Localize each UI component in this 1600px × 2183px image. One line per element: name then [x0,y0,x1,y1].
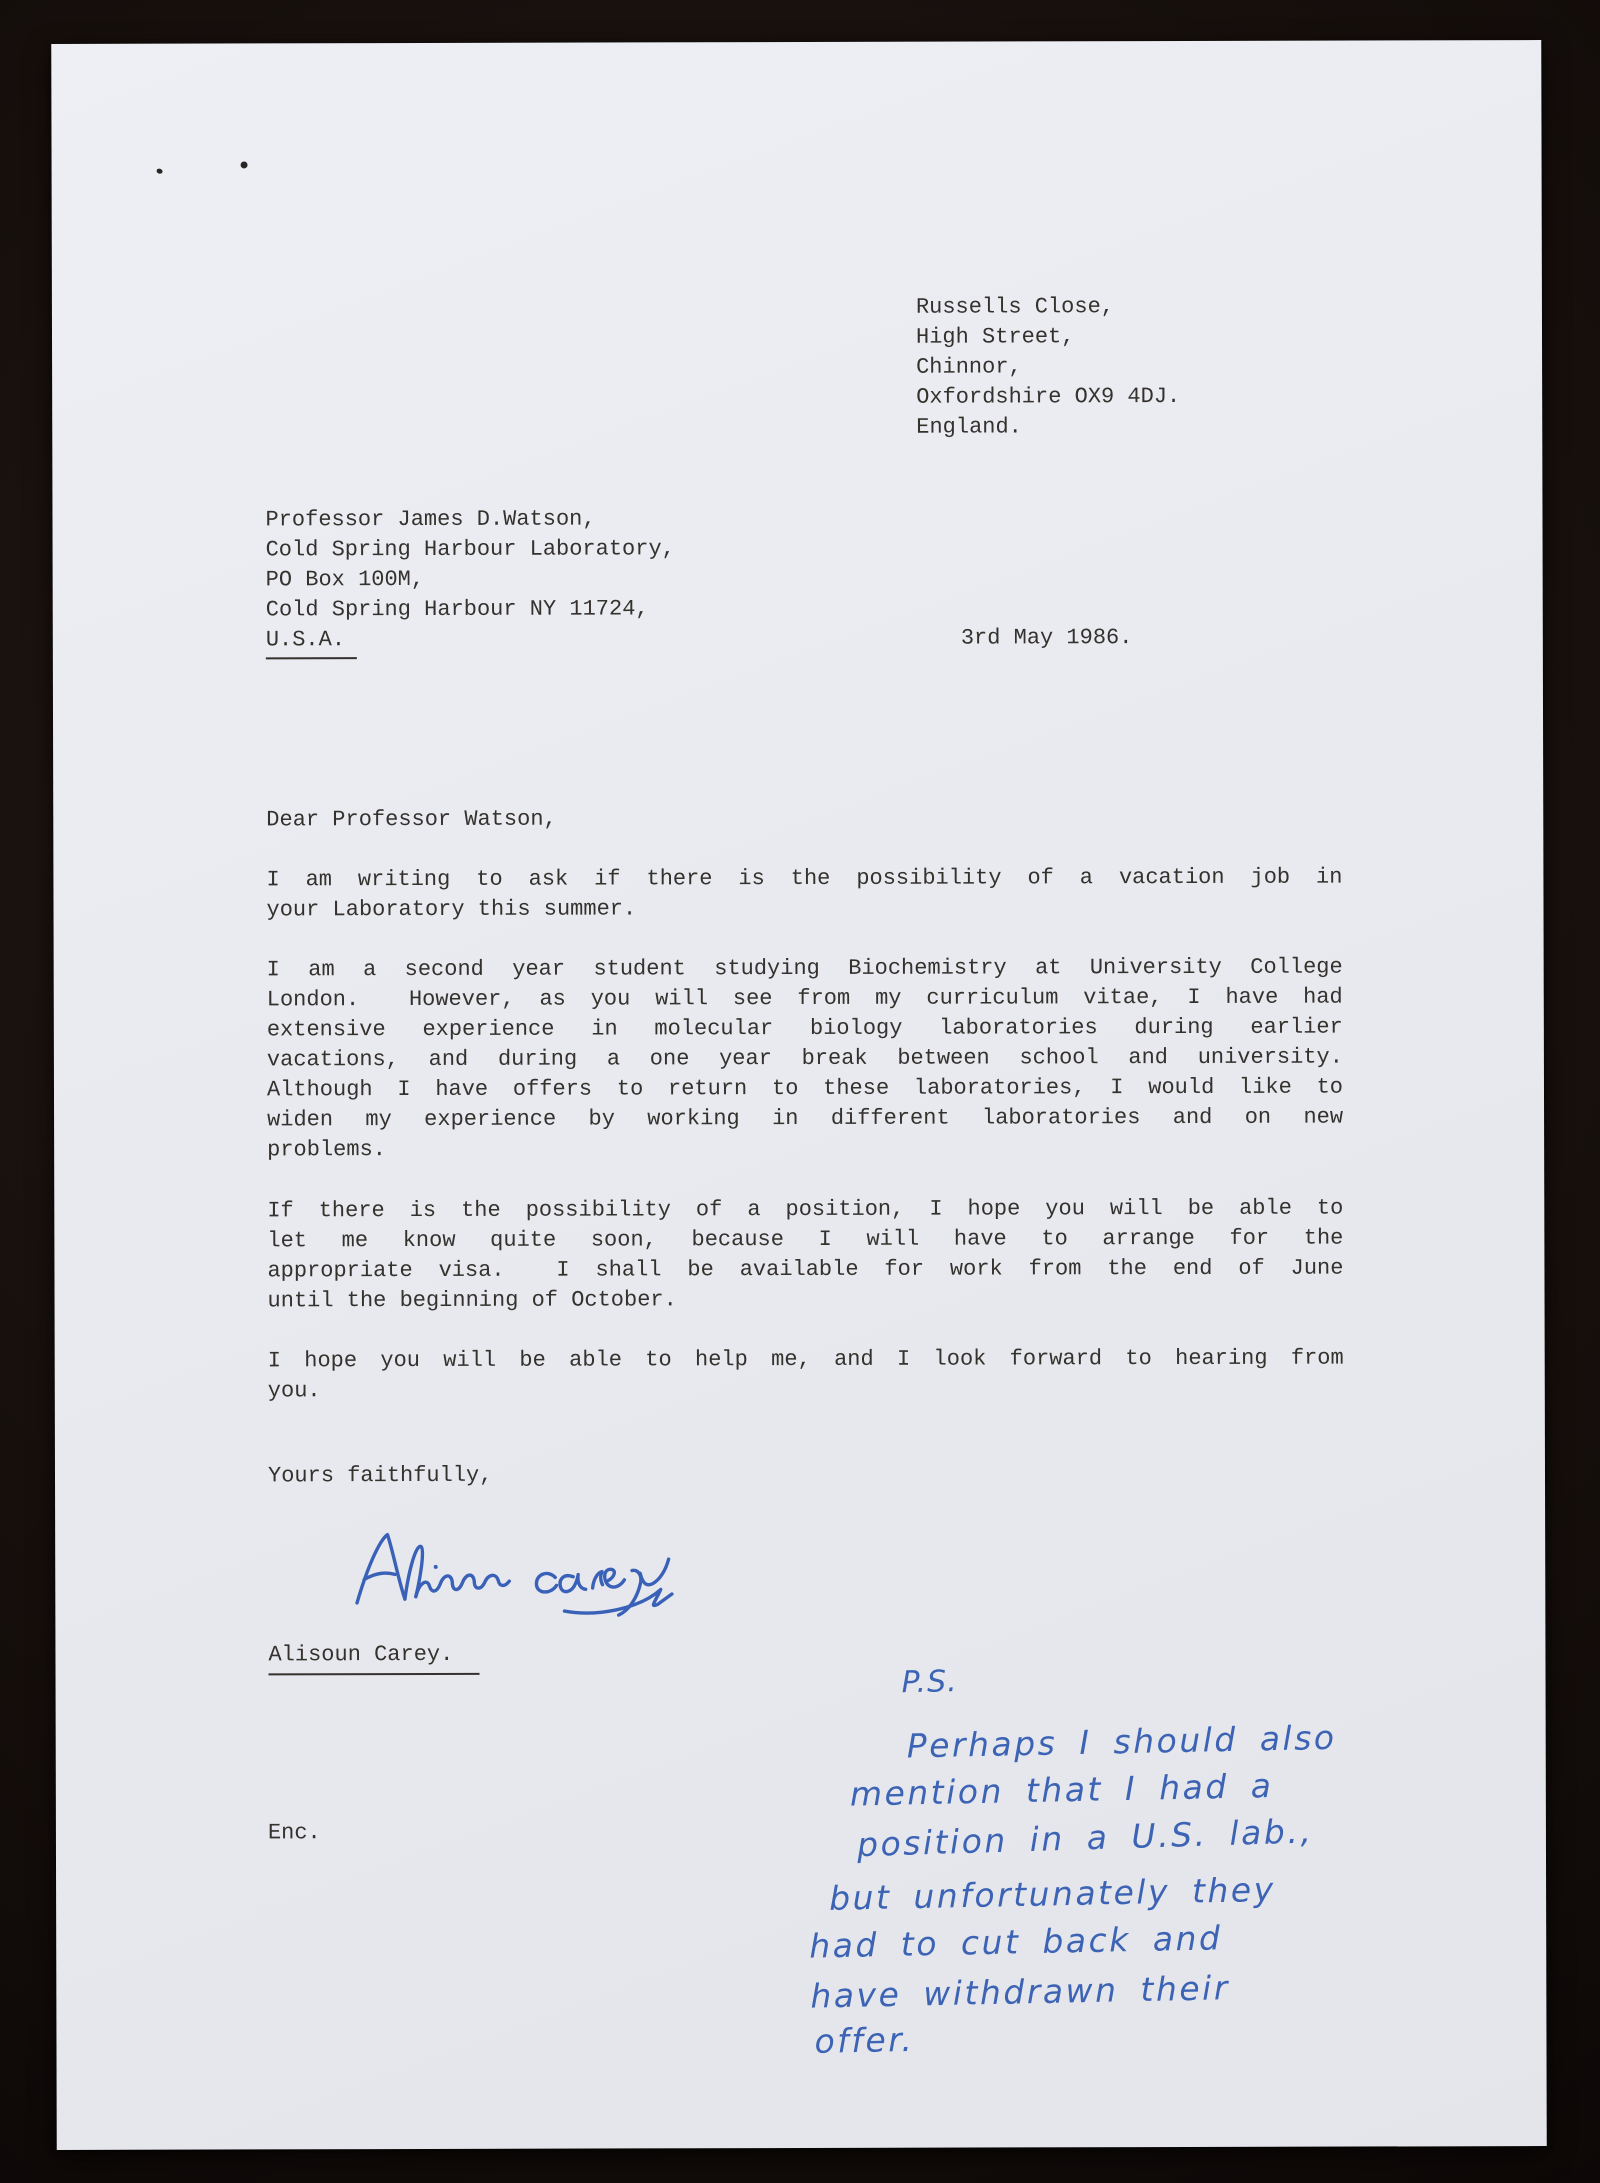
ink-speck [156,168,163,175]
body-paragraph [268,1344,1344,1407]
recipient-address [265,504,675,659]
salutation: Dear Professor Watson, [266,806,557,833]
body-line: your Laboratory this summer. [266,896,637,923]
postscript-line: have withdrawn their [809,1968,1231,2016]
ink-speck [241,161,248,168]
postscript-label: P.S. [901,1664,958,1701]
body-paragraph [267,1194,1343,1317]
body-line: vacations, and during a one year break between school and university. [266,1044,1343,1073]
body-line: I hope you will be able to help me, and I look forward to hearing from [267,1345,1344,1374]
body-line: let me know quite soon, because I will have to arrange for the [267,1225,1344,1254]
body-paragraph [266,863,1342,926]
postscript-line: Perhaps I should also [906,1717,1337,1766]
body-paragraph [267,953,1344,1166]
body-line: extensive experience in molecular biology laboratories during earlier [266,1014,1343,1043]
recipient-address-line: PO Box 100M, [265,566,425,593]
sender-address-line: High Street, [915,324,1075,350]
body-line: until the beginning of October. [267,1287,677,1314]
postscript-line: had to cut back and [808,1918,1223,1966]
closing: Yours faithfully, [267,1462,493,1489]
letter-date: 3rd May 1986. [960,625,1133,651]
sender-address [916,292,1180,443]
recipient-address-line: Cold Spring Harbour NY 11724, [265,596,649,623]
body-line: I am a second year student studying Biochemistry at University College [266,954,1343,983]
body-line: you. [267,1378,321,1404]
postscript-line: mention that I had a [849,1766,1274,1814]
body-line: Although I have offers to return to these laboratories, I would like to [266,1074,1344,1103]
body-line: If there is the possibility of a position, I hope you will be able to [267,1195,1344,1224]
body-line: London. However, as you will see from my curriculum vitae, I have had [266,984,1343,1013]
sender-address-line: England. [916,414,1022,440]
recipient-address-line: Professor James D.Watson, [265,506,596,533]
handwritten-signature [348,1514,692,1645]
postscript-line: position in a U.S. lab., [856,1811,1314,1865]
body-line: problems. [267,1137,387,1163]
sender-address-line: Russells Close, [915,294,1115,320]
postscript-line: offer. [814,2019,915,2061]
postscript-line: but unfortunately they [828,1869,1277,1918]
sender-address-line: Chinnor, [916,354,1022,380]
enclosure-note: Enc. [267,1820,321,1846]
recipient-address-line: Cold Spring Harbour Laboratory, [265,536,675,563]
typed-signature-name: Alisoun Carey. [268,1640,479,1676]
recipient-country: U.S.A. [266,625,357,659]
body-line: appropriate visa. I shall be available for work from the end of June [267,1255,1344,1284]
body-line: widen my experience by working in different laboratories and on new [267,1104,1344,1133]
letter-page [51,40,1547,2150]
sender-address-line: Oxfordshire OX9 4DJ. [916,383,1181,410]
body-line: I am writing to ask if there is the possibility of a vacation job in [266,864,1343,893]
